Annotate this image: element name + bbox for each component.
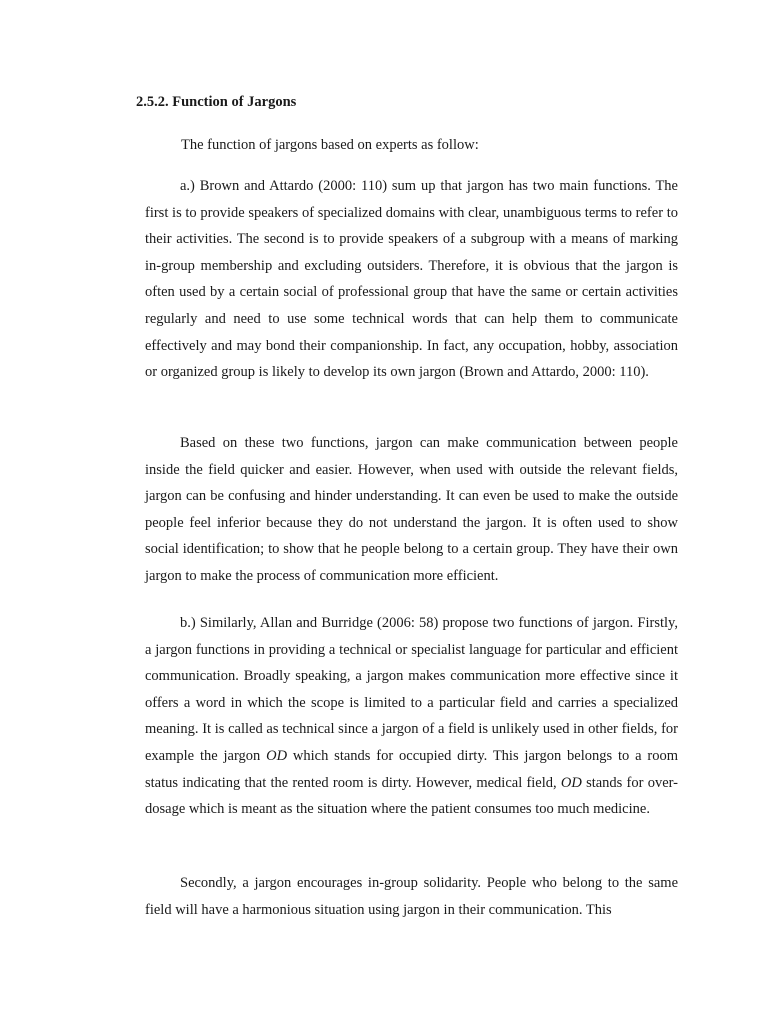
- intro-sentence: The function of jargons based on experts as follow:: [181, 137, 479, 153]
- paragraph-allan-burridge-start: b.) Similarly, Allan and Burridge (2006: 58) propose two functions of jargon. Firstly, a jargon functions in providing a technical or specialist language for particular and efficient communication. Broadly speaking, a jargon makes communication more effective since it offers a word in which the scope is limited to a particular field and carries a specialized meaning. It is called as technical since a jargon of a field is unlikely used in other fields, for example the jargon: [145, 615, 678, 764]
- paragraph-allan-burridge-mid: which stands for occupied dirty. This jargon belongs to a room status indicating that the rented room is dirty. However, medical field,: [145, 747, 678, 791]
- paragraph-based-on-functions: Based on these two functions, jargon can make communication between people inside the field quicker and easier. However, when used with outside the relevant fields, jargon can be confusing and hinder understanding. It can even be used to make the outside people feel inferior because they do not understand the jargon. It is often used to show social identification; to show that he people belong to a certain group. They have their own jargon to make the process of communication more efficient.: [145, 435, 678, 584]
- paragraph-allan-burridge-end: stands for over-dosage which is meant as the situation where the patient consumes too much medicine.: [145, 774, 679, 818]
- paragraph-allan-burridge: [145, 610, 678, 823]
- od-term: OD: [266, 747, 288, 764]
- paragraph-brown-attardo: a.) Brown and Attardo (2000: 110) sum up that jargon has two main functions. The first is to provide speakers of specialized domains with clear, unambiguous terms to refer to their activities. The second is to provide speakers of a subgroup with a means of marking in-group membership and excluding outsiders. Therefore, it is obvious that the jargon is often used by a certain social of professional group that have the same or certain activities regularly and need to use some technical words that can help them to communicate effectively and may bond their companionship. In fact, any occupation, hobby, association or organized group is likely to develop its own jargon (Brown and Attardo, 2000: 110).: [145, 178, 678, 381]
- section-heading: 2.5.2. Function of Jargons: [136, 94, 297, 110]
- paragraph-secondly: Secondly, a jargon encourages in-group solidarity. People who belong to the same field will have a harmonious situation using jargon in their communication. This: [145, 875, 678, 918]
- od-term: OD: [560, 774, 582, 791]
